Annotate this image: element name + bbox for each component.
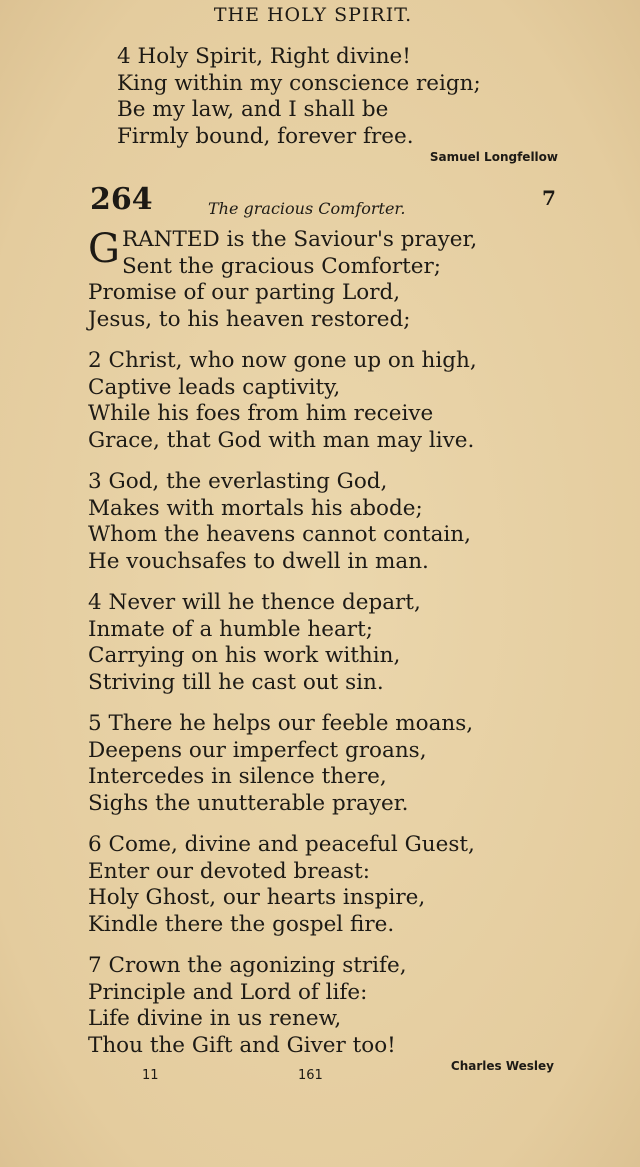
verse-line: Carrying on his work within,	[88, 643, 401, 668]
meter-mark: 7	[542, 186, 556, 210]
stanza-2	[88, 348, 477, 454]
verse-line: Inmate of a humble heart;	[88, 616, 373, 642]
stanza-1	[88, 226, 478, 333]
verse-line: Holy Ghost, our hearts inspire,	[88, 885, 426, 910]
verse-line: Makes with mortals his abode;	[88, 495, 423, 521]
stanza-7	[88, 953, 407, 1059]
verse-line: 5 There he helps our feeble moans,	[88, 711, 474, 736]
hymn-title: The gracious Comforter.	[208, 199, 406, 218]
drop-cap: G	[88, 226, 120, 272]
verse-line: 4 Never will he thence depart,	[88, 590, 421, 615]
verse-line: Sighs the unutterable prayer.	[88, 790, 409, 816]
verse-line: Enter our devoted breast:	[88, 858, 370, 884]
verse-line: King within my conscience reign;	[117, 70, 481, 96]
verse-line: 6 Come, divine and peaceful Guest,	[88, 832, 475, 857]
running-header: THE HOLY SPIRIT.	[213, 4, 413, 26]
stanza-6	[88, 832, 475, 938]
verse-line: 2 Christ, who now gone up on high,	[88, 348, 477, 373]
verse-line: Intercedes in silence there,	[88, 764, 387, 789]
page-number: 161	[298, 1068, 323, 1083]
verse-line: Striving till he cast out sin.	[88, 669, 384, 695]
verse-line: 4 Holy Spirit, Right divine!	[117, 44, 411, 69]
verse-line: Jesus, to his heaven restored;	[88, 306, 411, 332]
verse-line: Deepens our imperfect groans,	[88, 737, 427, 763]
verse-line: Firmly bound, forever free.	[117, 123, 414, 149]
verse-line: Kindle there the gospel fire.	[88, 911, 395, 937]
verse-line: Sent the gracious Comforter;	[121, 253, 442, 279]
hymn-author: Charles Wesley	[450, 1059, 554, 1073]
signature-mark: 11	[142, 1068, 159, 1083]
previous-hymn-stanza	[88, 44, 481, 150]
verse-line: Thou the Gift and Giver too!	[88, 1032, 396, 1058]
verse-line: Whom the heavens cannot contain,	[88, 522, 471, 547]
verse-line: 7 Crown the agonizing strife,	[88, 953, 407, 978]
verse-line: Principle and Lord of life:	[88, 979, 368, 1005]
verse-line: RANTED is the Saviour's prayer,	[121, 227, 478, 252]
previous-hymn-author: Samuel Longfellow	[429, 150, 558, 164]
verse-line: He vouchsafes to dwell in man.	[88, 548, 429, 574]
stanza-5	[88, 711, 473, 817]
verse-line: While his foes from him receive	[88, 401, 434, 426]
verse-line: Grace, that God with man may live.	[88, 427, 475, 453]
stanza-3	[88, 469, 471, 575]
stanza-4	[88, 590, 421, 696]
verse-line: Life divine in us renew,	[88, 1006, 342, 1031]
verse-line: Captive leads captivity,	[88, 374, 341, 400]
verse-line: 3 God, the everlasting God,	[88, 469, 388, 494]
hymn-number: 264	[90, 182, 153, 217]
verse-line: Be my law, and I shall be	[117, 97, 389, 122]
verse-line: Promise of our parting Lord,	[88, 280, 401, 305]
